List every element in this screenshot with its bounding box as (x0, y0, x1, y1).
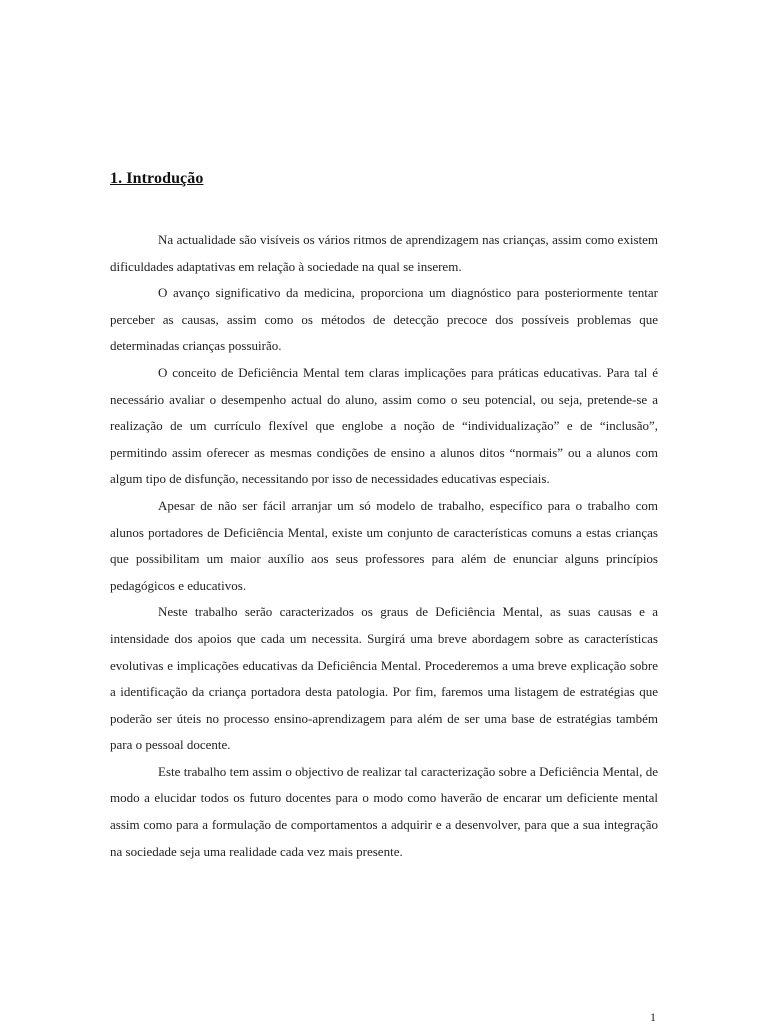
paragraph-1: Na actualidade são visíveis os vários ritmos de aprendizagem nas crianças, assim como existem dificuldades adaptativas em relação à sociedade na qual se inserem. (110, 232, 658, 274)
paragraph-2: O avanço significativo da medicina, proporciona um diagnóstico para posteriormente tentar perceber as causas, assim como os métodos de detecção precoce dos possíveis problemas que determinadas crianças possuirão. (110, 285, 658, 354)
paragraph-4: Apesar de não ser fácil arranjar um só modelo de trabalho, específico para o trabalho com alunos portadores de Deficiência Mental, existe um conjunto de características comuns a estas crianças que possibilitam um maior auxílio aos seus professores para além de enunciar alguns princípios pedagógicos e educativos. (110, 497, 658, 593)
paragraph-6: Este trabalho tem assim o objectivo de realizar tal caracterização sobre a Deficiência Mental, de modo a elucidar todos os futuro docentes para o modo como haverão de encarar um deficiente mental assim como para a formulação de comportamentos a adquirir e a desenvolver, para que a sua integração na sociedade seja uma realidade cada vez mais presente. (110, 763, 658, 859)
body-text (110, 227, 658, 865)
section-heading: 1. Introdução (110, 170, 204, 187)
page-number: 1 (650, 1010, 656, 1024)
paragraph-5: Neste trabalho serão caracterizados os graus de Deficiência Mental, as suas causas e a intensidade dos apoios que cada um necessita. Surgirá uma breve abordagem sobre as características evolutivas e implicações educativas da Deficiência Mental. Procederemos a uma breve explicação sobre a identificação da criança portadora desta patologia. Por fim, faremos uma listagem de estratégias que poderão ser úteis no processo ensino-aprendizagem para além de ser uma base de estratégias também para o pessoal docente. (110, 604, 658, 753)
paragraph-3: O conceito de Deficiência Mental tem claras implicações para práticas educativas. Para tal é necessário avaliar o desempenho actual do aluno, assim como o seu potencial, ou seja, pretende-se a realização de um currículo flexível que englobe a noção de “individualização” e de “inclusão”, permitindo assim oferecer as mesmas condições de ensino a alunos ditos “normais” ou a alunos com algum tipo de disfunção, necessitando por isso de necessidades educativas especiais. (110, 364, 658, 487)
